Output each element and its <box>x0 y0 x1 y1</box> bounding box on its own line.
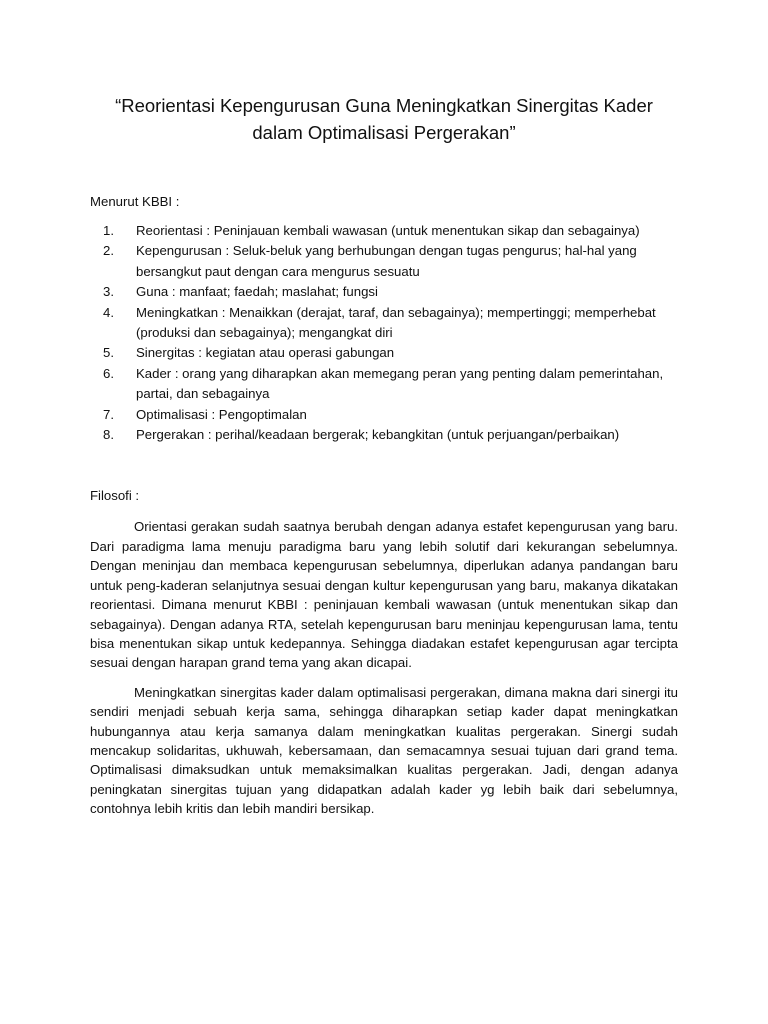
definition-text: Kader : orang yang diharapkan akan memegang peran yang penting dalam pemerintahan, partai, dan sebagainya <box>136 365 664 402</box>
list-item <box>90 343 678 363</box>
definition-text: Optimalisasi : Pengoptimalan <box>136 406 307 422</box>
list-number: 5. <box>103 345 114 361</box>
definition-text: Guna : manfaat; faedah; maslahat; fungsi <box>136 284 378 300</box>
list-number: 1. <box>103 223 114 238</box>
definition-text: Sinergitas : kegiatan atau operasi gabungan <box>136 345 395 361</box>
list-number: 2. <box>103 243 114 259</box>
list-item <box>90 425 678 445</box>
kbbi-heading: Menurut KBBI : <box>90 194 180 209</box>
list-item <box>90 364 678 405</box>
list-number: 7. <box>103 406 114 422</box>
definition-text: Meningkatkan : Menaikkan (derajat, taraf, dan sebagainya); mempertinggi; memperhebat (produksi dan sebagainya); mengangkat diri <box>136 304 656 341</box>
definition-text: Pergerakan : perihal/keadaan bergerak; kebangkitan (untuk perjuangan/perbaikan) <box>136 427 620 443</box>
list-number: 3. <box>103 284 114 300</box>
list-number: 8. <box>103 427 114 443</box>
definition-list <box>90 221 678 445</box>
list-item <box>90 241 678 282</box>
filosofi-heading: Filosofi : <box>90 488 140 504</box>
document-title <box>90 92 678 146</box>
list-number: 4. <box>103 304 114 320</box>
body-paragraph: Meningkatkan sinergitas kader dalam optimalisasi pergerakan, dimana makna dari sinergi itu sendiri menjadi sebuah kerja sama, sehingga diharapkan setiap kader dapat meningkatkan hubungannya atau kerja samanya dalam meningkatkan kualitas pergerakan. Sinergi sudah mencakup solidaritas, ukhuwah, kebersamaan, dan semacamnya sesuai tujuan dari grand tema. Optimalisasi dimaksudkan untuk memaksimalkan kualitas pergerakan. Jadi, dengan adanya peningkatan sinergitas tujuan yang didapatkan adalah kader yg lebih baik dari sebelumnya, contohnya lebih kritis dan lebih mandiri bersikap. <box>90 684 678 817</box>
title-line-1: “Reorientasi Kepengurusan Guna Meningkatkan Sinergitas Kader <box>115 95 653 116</box>
list-item <box>90 405 678 425</box>
list-item <box>90 282 678 302</box>
list-item <box>90 303 678 344</box>
definition-text: Reorientasi : Peninjauan kembali wawasan (untuk menentukan sikap dan sebagainya) <box>136 223 640 238</box>
title-line-2: dalam Optimalisasi Pergerakan” <box>252 122 516 143</box>
definition-text: Kepengurusan : Seluk-beluk yang berhubungan dengan tugas pengurus; hal-hal yang bersangkut paut dengan cara mengurus sesuatu <box>136 243 637 279</box>
list-item <box>90 221 678 241</box>
body-paragraph: Orientasi gerakan sudah saatnya berubah dengan adanya estafet kepengurusan yang baru. Dari paradigma lama menuju paradigma baru yang lebih solutif dari kekurangan sebelumnya. Dengan meninjau dan membaca kepengurusan sebelumnya, diperlukan adanya pandangan baru untuk peng-kaderan selanjutnya sesuai dengan kultur kepengurusan yang baru, makanya dikatakan reorientasi. Dimana menurut KBBI : peninjauan kembali wawasan (untuk menentukan sikap dan sebagainya). Dengan adanya RTA, setelah kepengurusan baru meninjau kepengurusan lama, tentu bisa menentukan sikap untuk kedepannya. Sehingga diadakan estafet kepengurusan agar tercipta sesuai dengan harapan grand tema yang akan dicapai. <box>90 519 678 671</box>
list-number: 6. <box>103 365 114 381</box>
